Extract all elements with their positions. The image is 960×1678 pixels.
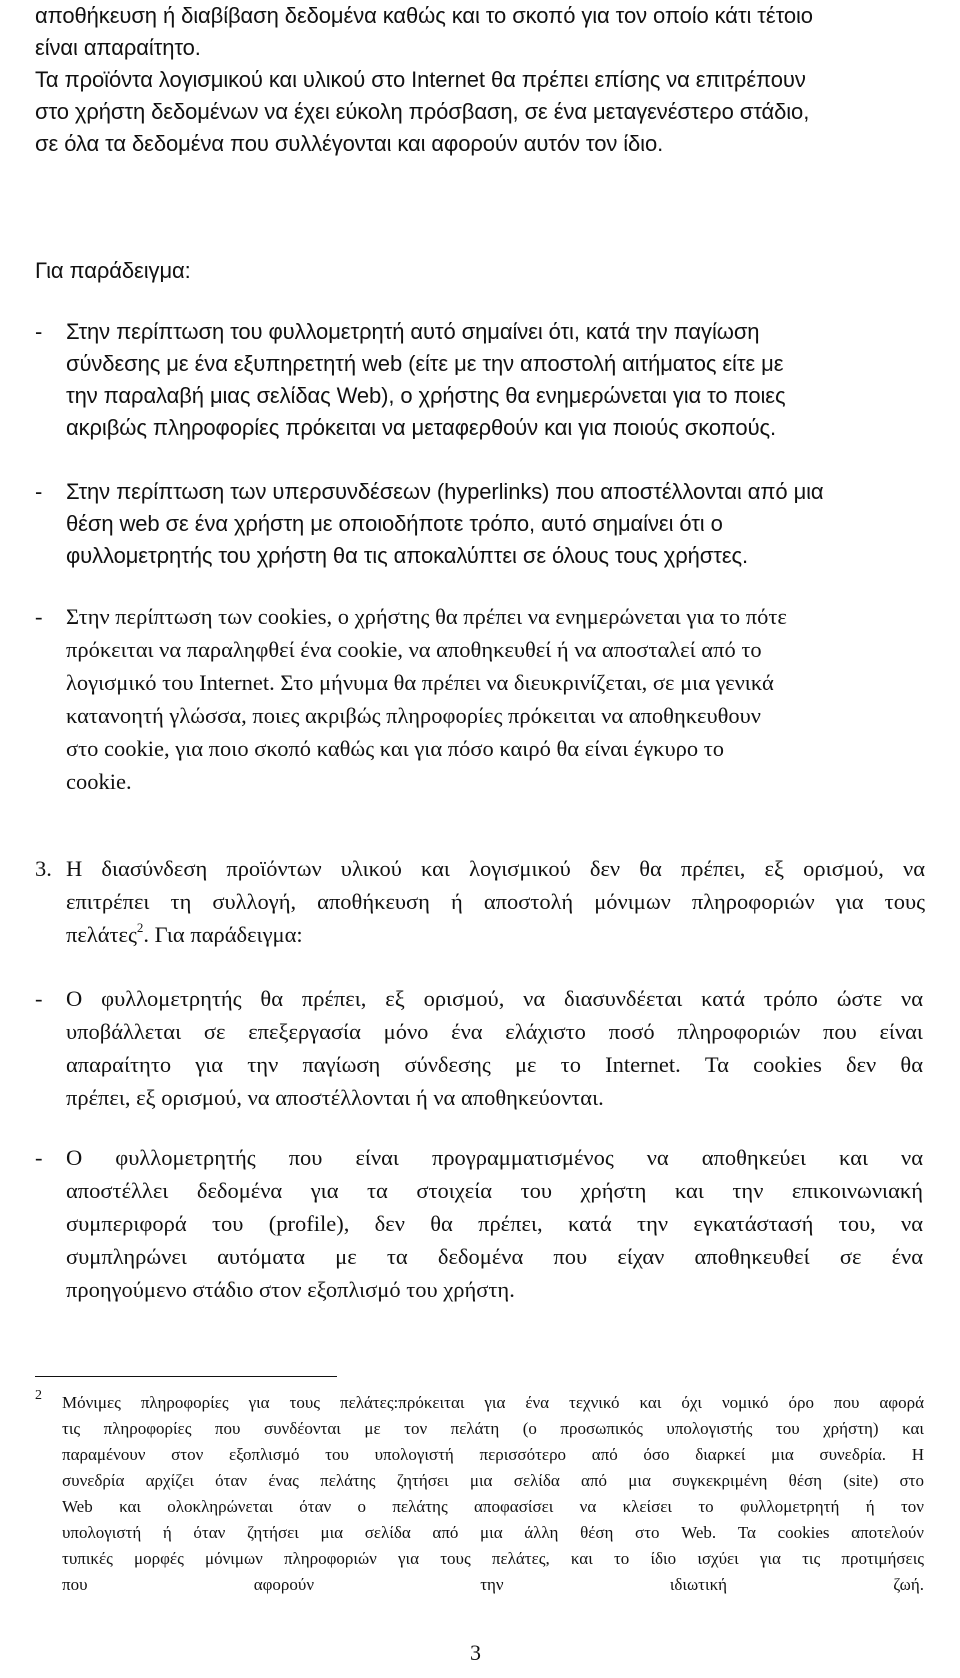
bullet-line: την παραλαβή μιας σελίδας Web), ο χρήστης θα ενημερώνεται για το ποιες [66, 383, 786, 408]
footnote-line: συνεδρία αρχίζει όταν ένας πελάτης ζητήσει μια σελίδα από μια συγκεκριμένη θέση (site) στο [62, 1471, 924, 1490]
bullet-line: απαραίτητο για την παγίωση σύνδεσης με το Internet. Τα cookies δεν θα [66, 1052, 923, 1077]
bullet-dash: - [35, 604, 43, 629]
intro-line: στο χρήστη δεδομένων να έχει εύκολη πρόσβαση, σε ένα μεταγενέστερο στάδιο, [35, 99, 810, 124]
bullet-line: κατανοητή γλώσσα, ποιες ακριβώς πληροφορίες πρόκειται να αποθηκευθουν [66, 703, 761, 728]
page-number: 3 [470, 1640, 481, 1665]
bullet-line: σύνδεσης με ένα εξυπηρετητή web (είτε με την αποστολή αιτήματος είτε με [66, 351, 784, 376]
bullet-line: θέση web σε ένα χρήστη με οποιοδήποτε τρόπο, αυτό σημαίνει ότι ο [66, 511, 723, 536]
example-heading: Για παράδειγμα: [35, 258, 191, 283]
bullet-line: Ο φυλλομετρητής που είναι προγραμματισμένος να αποθηκεύει και να [66, 1145, 923, 1170]
bullet-line: ακριβώς πληροφορίες πρόκειται να μεταφερθούν και για ποιούς σκοπούς. [66, 415, 777, 440]
section-line-text: πελάτες [66, 922, 137, 947]
bullet-line: Στην περίπτωση των cookies, ο χρήστης θα πρέπει να ενημερώνεται για το πότε [66, 604, 787, 629]
section-number: 3. [35, 856, 52, 881]
bullet-line: υποβάλλεται σε επεξεργασία μόνο ένα ελάχιστο ποσό πληροφοριών που είναι [66, 1019, 923, 1044]
bullet-line: πρέπει, εξ ορισμού, να αποστέλλονται ή να αποθηκεύονται. [66, 1085, 604, 1110]
section-line-text: . Για παράδειγμα: [143, 922, 303, 947]
footnote-line: που αφορούν την ιδιωτική ζωή. [62, 1575, 924, 1594]
footnote-line: παραμένουν στον εξοπλισμό του υπολογιστή περισσότερο από όσο διαρκεί μια συνεδρία. Η [62, 1445, 924, 1464]
bullet-line: πρόκειται να παραληφθεί ένα cookie, να αποθηκευθεί ή να αποσταλεί από το [66, 637, 762, 662]
section-line [66, 918, 925, 951]
bullet-line: αποστέλλει δεδομένα για τα στοιχεία του χρήστη και την επικοινωνιακή [66, 1178, 923, 1203]
bullet-dash: - [35, 986, 43, 1011]
intro-line: σε όλα τα δεδομένα που συλλέγονται και αφορούν αυτόν τον ίδιο. [35, 131, 664, 156]
bullet-line: Στην περίπτωση των υπερσυνδέσεων (hyperlinks) που αποστέλλονται από μια [66, 479, 824, 504]
bullet-line: συμπληρώνει αυτόματα με τα δεδομένα που είχαν αποθηκευθεί σε ένα [66, 1244, 923, 1269]
bullet-dash: - [35, 1145, 43, 1170]
bullet-line: στο cookie, για ποιο σκοπό καθώς και για πόσο καιρό θα είναι έγκυρο το [66, 736, 725, 761]
bullet-dash: - [35, 319, 43, 344]
intro-line: αποθήκευση ή διαβίβαση δεδομένα καθώς και το σκοπό για τον οποίο κάτι τέτοιο [35, 3, 813, 28]
bullet-line: λογισμικό του Internet. Στο μήνυμα θα πρέπει να διευκρινίζεται, σε μια γενικά [66, 670, 774, 695]
footnote-mark: 2 [35, 1388, 42, 1403]
bullet-line: Στην περίπτωση του φυλλομετρητή αυτό σημαίνει ότι, κατά την παγίωση [66, 319, 760, 344]
footnote-line: υπολογιστή ή όταν ζητήσει μια σελίδα από μια άλλη θέση στο Web. Τα cookies αποτελούν [62, 1523, 924, 1542]
intro-line: Τα προϊόντα λογισμικού και υλικού στο Internet θα πρέπει επίσης να επιτρέπουν [35, 67, 806, 92]
intro-line: είναι απαραίτητο. [35, 35, 201, 60]
footnote-separator [35, 1376, 337, 1377]
footnote-reference[interactable]: 2 [136, 920, 144, 935]
footnote-line: τυπικές μορφές μόνιμων πληροφοριών για τους πελάτες, και το ίδιο ισχύει για τις προτιμήσεις [62, 1549, 924, 1568]
intro-paragraph [35, 0, 925, 160]
bullet-line: συμπεριφορά του (profile), δεν θα πρέπει, κατά την εγκατάστασή του, να [66, 1211, 923, 1236]
section-line: Η διασύνδεση προϊόντων υλικού και λογισμικού δεν θα πρέπει, εξ ορισμού, να [66, 856, 925, 881]
footnote-line: Μόνιμες πληροφορίες για τους πελάτες:πρόκειται για ένα τεχνικό και όχι νομικό όρο που αφορά [62, 1393, 924, 1412]
bullet-line: cookie. [66, 769, 132, 794]
bullet-line: Ο φυλλομετρητής θα πρέπει, εξ ορισμού, να διασυνδέεται κατά τρόπο ώστε να [66, 986, 923, 1011]
bullet-dash: - [35, 479, 43, 504]
bullet-line: προηγούμενο στάδιο στον εξοπλισμό του χρήστη. [66, 1277, 515, 1302]
footnote-line: τις πληροφορίες που συνδέονται με τον πελάτη (ο προσωπικός υπολογιστής του χρήστη) και [62, 1419, 924, 1438]
section-line: επιτρέπει τη συλλογή, αποθήκευση ή αποστολή μόνιμων πληροφοριών για τους [66, 889, 925, 914]
bullet-line: φυλλομετρητής του χρήστη θα τις αποκαλύπτει σε όλους τους χρήστες. [66, 543, 749, 568]
footnote-line: Web και ολοκληρώνεται όταν ο πελάτης αποφασίσει να κλείσει το φυλλομετρητή ή τον [62, 1497, 924, 1516]
footnote [62, 1390, 924, 1598]
